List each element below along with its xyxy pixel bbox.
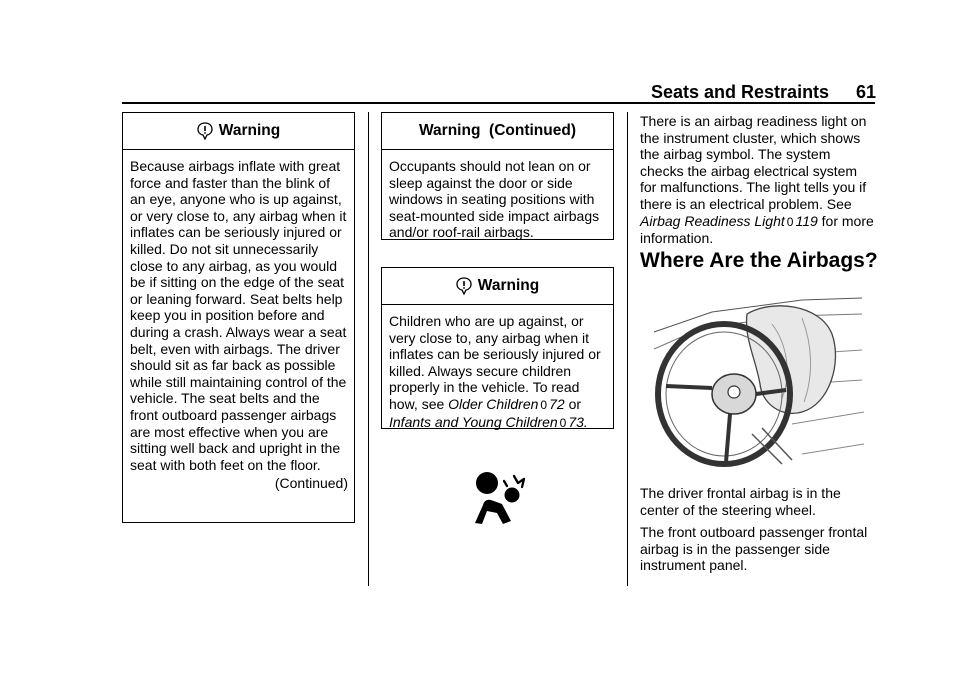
page-ref-72[interactable]: 72	[549, 395, 565, 412]
header-rule	[122, 102, 875, 104]
page-ref-symbol: 0	[786, 214, 794, 229]
link-older-children[interactable]: Older Children	[448, 395, 539, 412]
passenger-airbag-paragraph: The front outboard passenger frontal airbag is in the passenger side instrument panel.	[640, 524, 868, 574]
readiness-text: There is an airbag readiness light on the instrument cluster, which shows the airbag symbol. The system checks the airbag electrical system for malfunctions. The light tells you if there is an electrical problem. See	[640, 113, 867, 212]
warning-box-2-title: Warning	[477, 277, 540, 294]
column-divider-1	[368, 112, 369, 586]
link-airbag-readiness-light[interactable]: Airbag Readiness Light	[640, 212, 785, 229]
page-number: 61	[856, 82, 877, 102]
warning-continued-box	[381, 112, 614, 240]
period: .	[583, 413, 588, 430]
continued-label: (Continued)	[274, 475, 348, 492]
warning-continued-body: Occupants should not lean on or sleep against the door or side windows in seating positions with seat-mounted side impact airbags and/or roof-rail airbags.	[389, 158, 600, 241]
warning-box-2-header	[382, 268, 613, 305]
driver-airbag-paragraph: The driver frontal airbag is in the center of the steering wheel.	[640, 485, 841, 518]
page-ref-symbol: 0	[559, 415, 567, 430]
link-infants-young-children[interactable]: Infants and Young Children	[389, 413, 558, 430]
warning-box-1	[122, 112, 355, 523]
warning-2-text: Children who are up against, or very close to, any airbag when it inflates can be seriously injured or killed. Always secure children properly in the vehicle. To read how, see	[389, 313, 601, 412]
page-ref-119[interactable]: 119	[795, 212, 818, 229]
airbag-readiness-icon	[472, 471, 526, 525]
steering-wheel-airbag-illustration	[652, 294, 864, 470]
warning-box-1-header	[123, 113, 354, 150]
page-ref-73[interactable]: 73	[568, 413, 584, 430]
warning-continued-title: Warning (Continued)	[419, 122, 576, 139]
airbag-readiness-paragraph	[640, 113, 875, 247]
warning-box-1-title: Warning	[218, 122, 281, 139]
warning-box-1-body: Because airbags inflate with great force and faster than the blink of an eye, anyone who is up against, or very close to, any airbag when it inflates can be seriously injured or killed. Do not sit unnecessarily close to any airbag, as you would be if sitting on the edge of the seat or leaning forward. Seat belts help keep you in position before and during a crash. Always wear a seat belt, even with airbags. The driver should sit as far back as possible while still maintaining control of the vehicle. The seat belts and the front outboard passenger airbags are most effective when you are sitting well back and upright in the seat with both feet on the floor.	[130, 158, 347, 473]
section-title: Seats and Restraints	[651, 82, 830, 102]
column-divider-2	[627, 112, 628, 586]
or-text: or	[564, 395, 582, 412]
warning-continued-header	[382, 113, 613, 150]
page-ref-symbol: 0	[540, 397, 548, 412]
warning-box-2	[381, 267, 614, 429]
section-heading: Where Are the Airbags?	[640, 249, 878, 272]
readiness-tail: for more information.	[640, 212, 874, 247]
warning-box-2-body	[382, 305, 613, 431]
warning-bubble-icon	[197, 122, 213, 140]
warning-bubble-icon	[456, 277, 472, 295]
